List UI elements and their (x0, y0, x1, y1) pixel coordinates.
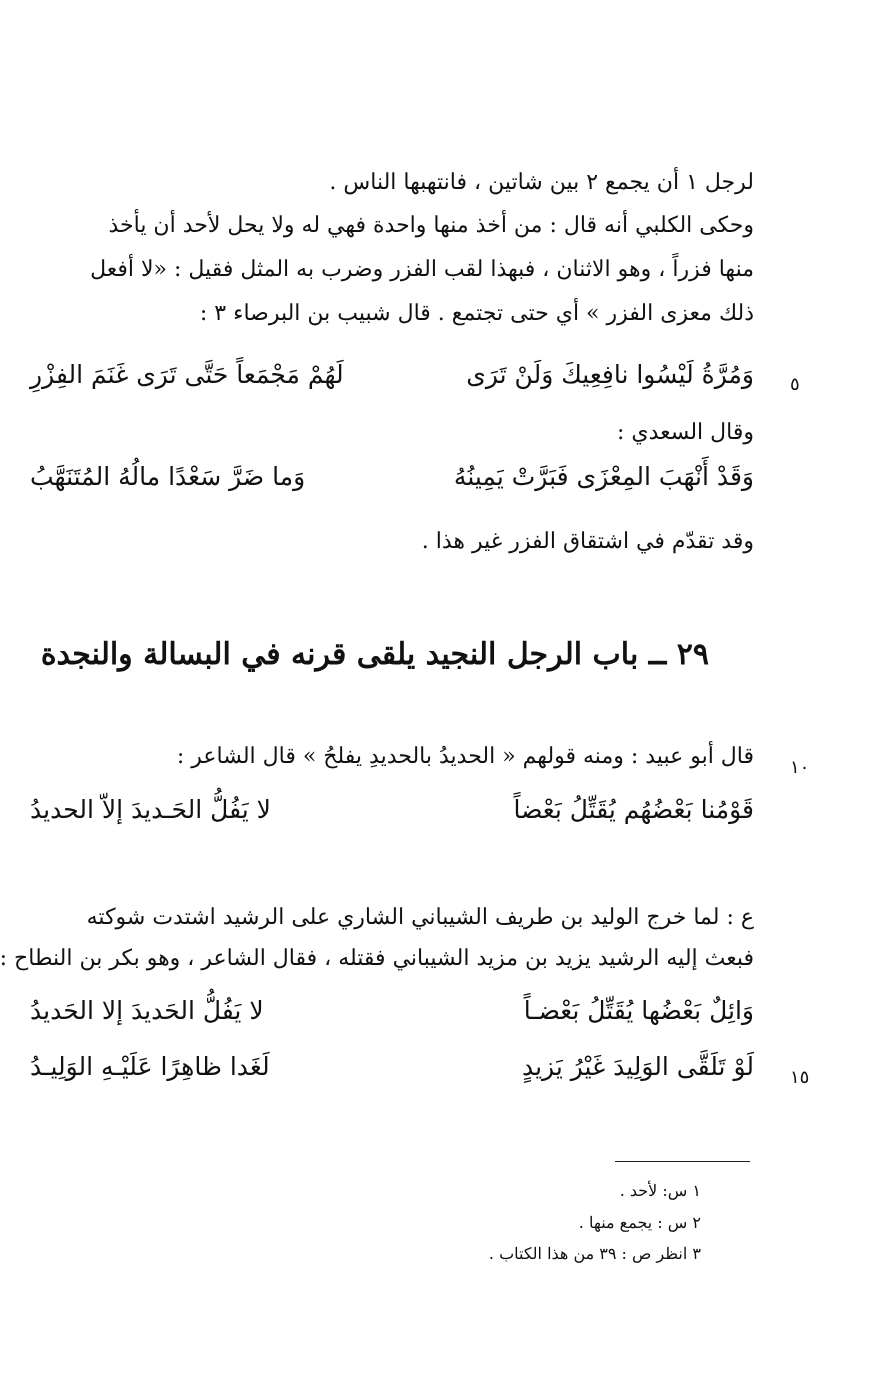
footnote-separator (615, 1161, 750, 1162)
footnote: ٣ انظر ص : ٣٩ من هذا الكتاب . (488, 1244, 701, 1263)
verse-5 (30, 1052, 754, 1092)
verse-hemistich-first: قَوْمُنا بَعْضُهُم يُقَتِّلُ بَعْضاً (513, 795, 754, 824)
verse-3 (30, 795, 754, 835)
verse-hemistich-first: وَمُرَّةُ لَيْسُوا نافِعِيكَ وَلَنْ تَرَى (466, 360, 754, 389)
verse-hemistich-first: لَوْ تَلَقَّى الوَلِيدَ غَيْرُ يَزيدٍ (521, 1052, 754, 1081)
paragraph-line: منها فزراً ، وهو الاثنان ، فبهذا لقب الفزر وضرب به المثل فقيل : «لا أفعل (90, 257, 754, 282)
verse-hemistich-second: لَهُمْ مَجْمَعاً حَتَّى تَرَى غَنَمَ الفِزْرِ (30, 360, 344, 389)
paragraph-line: قال أبو عبيد : ومنه قولهم « الحديدُ بالحديدِ يفلحُ » قال الشاعر : (176, 744, 754, 769)
footnote: ١ س: لأحد . (619, 1181, 701, 1200)
line-number: ١٠ (790, 757, 810, 778)
paragraph-line: وحكى الكلبي أنه قال : من أخذ منها واحدة فهي له ولا يحل لأحد أن يأخذ (108, 213, 754, 238)
verse-intro: وقال السعدي : (616, 420, 754, 445)
verse-1 (30, 360, 754, 400)
paragraph-line: ذلك معزى الفزر » أي حتى تجتمع . قال شبيب بن البرصاء ٣ : (199, 301, 754, 326)
verse-hemistich-first: وَائِلٌ بَعْضُها يُقَتِّلُ بَعْضـاً (523, 996, 754, 1025)
paragraph-line: فبعث إليه الرشيد يزيد بن مزيد الشيباني فقتله ، فقال الشاعر ، وهو بكر بن النطاح : (0, 946, 754, 971)
verse-2 (30, 462, 754, 502)
verse-hemistich-second: لا يَفُلُّ الحَديدَ إلا الحَديدُ (30, 996, 264, 1025)
footnote: ٢ س : يجمع منها . (578, 1213, 701, 1232)
verse-4 (30, 996, 754, 1036)
chapter-heading: ٢٩ ــ باب الرجل النجيد يلقى قرنه في البسالة والنجدة (40, 637, 709, 672)
closing-line: وقد تقدّم في اشتقاق الفزر غير هذا . (421, 529, 754, 554)
paragraph-line: لرجل ١ أن يجمع ٢ بين شاتين ، فانتهبها الناس . (329, 170, 754, 195)
verse-hemistich-first: وَقَدْ أَنْهَبَ المِعْزَى فَبَرَّتْ يَمِينُهُ (453, 462, 754, 491)
line-number: ١٥ (790, 1067, 810, 1088)
verse-hemistich-second: لا يَفُلُّ الحَـديدَ إلاّ الحديدُ (30, 795, 271, 824)
verse-hemistich-second: لَغَدا ظاهِرًا عَلَيْـهِ الوَلِيـدُ (30, 1052, 270, 1081)
paragraph-line: ع : لما خرج الوليد بن طريف الشيباني الشاري على الرشيد اشتدت شوكته (86, 905, 754, 930)
verse-hemistich-second: وَما ضَرَّ سَعْدًا مالُهُ المُتَنَهَّبُ (30, 462, 306, 491)
line-number: ٥ (790, 374, 800, 395)
